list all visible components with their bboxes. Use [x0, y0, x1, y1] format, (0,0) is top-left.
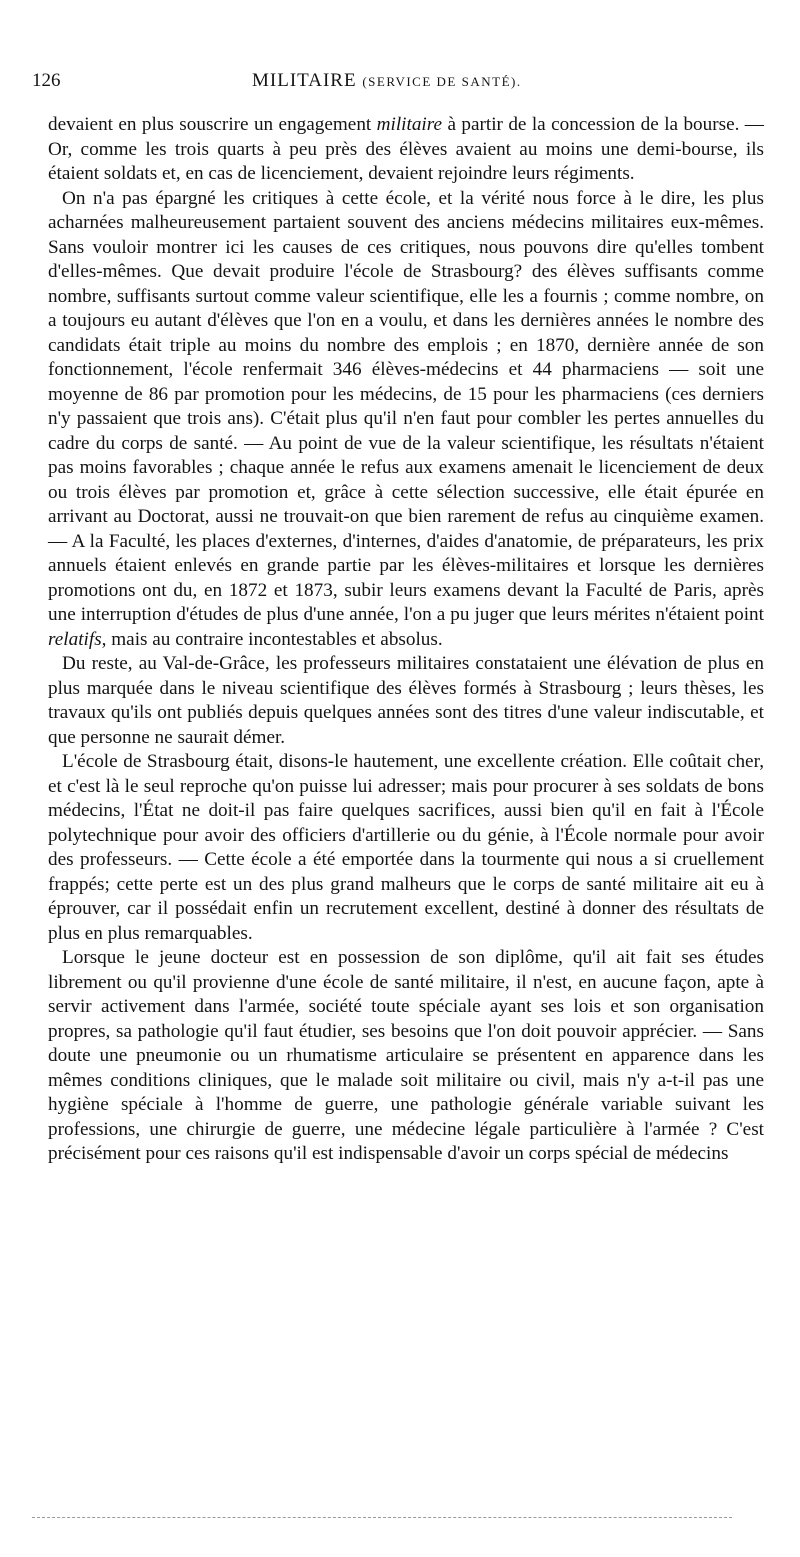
paragraph-4: L'école de Strasbourg était, disons-le hautement, une excellente création. Elle coûtait cher, et c'est là le seul reproche qu'on puisse lui adresser; mais pour procurer à ses soldats de bons médecins, l'État ne doit-il pas faire quelques sacrifices, aussi bien qu'il en fait à l'École polytechnique pour avoir des officiers d'artillerie ou du génie, à l'École normale pour avoir des professeurs. — Cette école a été emportée dans la tourmente qui nous a si cruellement frappés; cette perte est un des plus grand malheurs que le corps de santé militaire ait eu à éprouver, car il possédait enfin un recrutement excellent, destiné à donner des résultats de plus en plus remarquables. [48, 751, 764, 944]
page-number: 126 [32, 70, 61, 91]
emphasis-relatifs: relatifs [48, 628, 102, 650]
paragraph-1: devaient en plus souscrire un engagement militaire à partir de la concession de la bourse. — Or, comme les trois quarts à peu près des élèves avaient au moins une demi-bourse, ils étaient soldats et, en cas de licenciement, devaient rejoindre leurs régiments. [48, 114, 764, 184]
running-head-subtitle: (SERVICE DE SANTÉ). [362, 74, 522, 89]
running-head-title: MILITAIRE [252, 70, 357, 91]
footer-rule [32, 1517, 732, 1518]
page-header [32, 70, 760, 98]
body-text [48, 113, 764, 1167]
paragraph-3: Du reste, au Val-de-Grâce, les professeurs militaires constataient une élévation de plus en plus marquée dans le niveau scientifique des élèves formés à Strasbourg ; leurs thèses, les travaux qu'ils ont publiés depuis quelques années sont des titres d'une valeur indiscutable, et que personne ne saurait démer. [48, 653, 764, 748]
emphasis-militaire: militaire [376, 114, 443, 135]
paragraph-2: On n'a pas épargné les critiques à cette école, et la vérité nous force à le dire, les plus acharnées malheureusement partaient souvent des anciens médecins militaires eux-mêmes. Sans vouloir montrer ici les causes de ces critiques, nous pouvons dire qu'elles tombent d'elles-mêmes. Que devait produire l'école de Strasbourg? des élèves suffisants comme nombre, suffisants surtout comme valeur scientifique, elle les a fournis ; comme nombre, on a toujours eu autant d'élèves que l'on en a voulu, et dans les dernières années le nombre des candidats était triple au moins du nombre des emplois ; en 1870, dernière année de son fonctionnement, l'école renfermait 346 élèves-médecins et 44 pharmaciens — soit une moyenne de 86 par promotion pour les médecins, de 15 pour les pharmaciens (ces derniers n'y passaient que trois ans). C'était plus qu'il n'en faut pour combler les pertes annuelles du cadre du corps de santé. — Au point de vue de la valeur scientifique, les résultats n'étaient pas moins favorables ; chaque année le refus aux examens amenait le licenciement de deux ou trois élèves par promotion et, grâce à cette sélection successive, elle était épurée en arrivant au Doctorat, aussi ne trouvait-on que bien rarement de refus au cinquième examen. — A la Faculté, les places d'externes, d'internes, d'aides d'anatomie, de préparateurs, les prix annuels étaient enlevés en grande partie par les élèves-militaires et lorsque les dernières promotions ont du, en 1872 et 1873, subir leurs examens devant la Faculté de Paris, après une interruption d'études de plus d'une année, l'on a pu juger que leurs mérites n'étaient point relatifs, mais au contraire incontestables et absolus. [48, 187, 764, 650]
running-head [252, 70, 522, 92]
paragraph-5: Lorsque le jeune docteur est en possession de son diplôme, qu'il ait fait ses études librement ou qu'il provienne d'une école de santé militaire, il n'est, en aucune façon, apte à servir activement dans l'armée, société toute spéciale ayant ses lois et son organisation propres, sa pathologie qu'il faut étudier, ses besoins que l'on doit pouvoir apprécier. — Sans doute une pneumonie ou un rhumatisme articulaire se présentent en apparence dans les mêmes conditions cliniques, que le malade soit militaire ou civil, mais n'y a-t-il pas une hygiène spéciale à l'homme de guerre, une pathologie générale variable suivant les professions, une chirurgie de guerre, une médecine légale particulière à l'armée ? C'est précisément pour ces raisons qu'il est indispensable d'avoir un corps spécial de médecins [48, 947, 764, 1164]
